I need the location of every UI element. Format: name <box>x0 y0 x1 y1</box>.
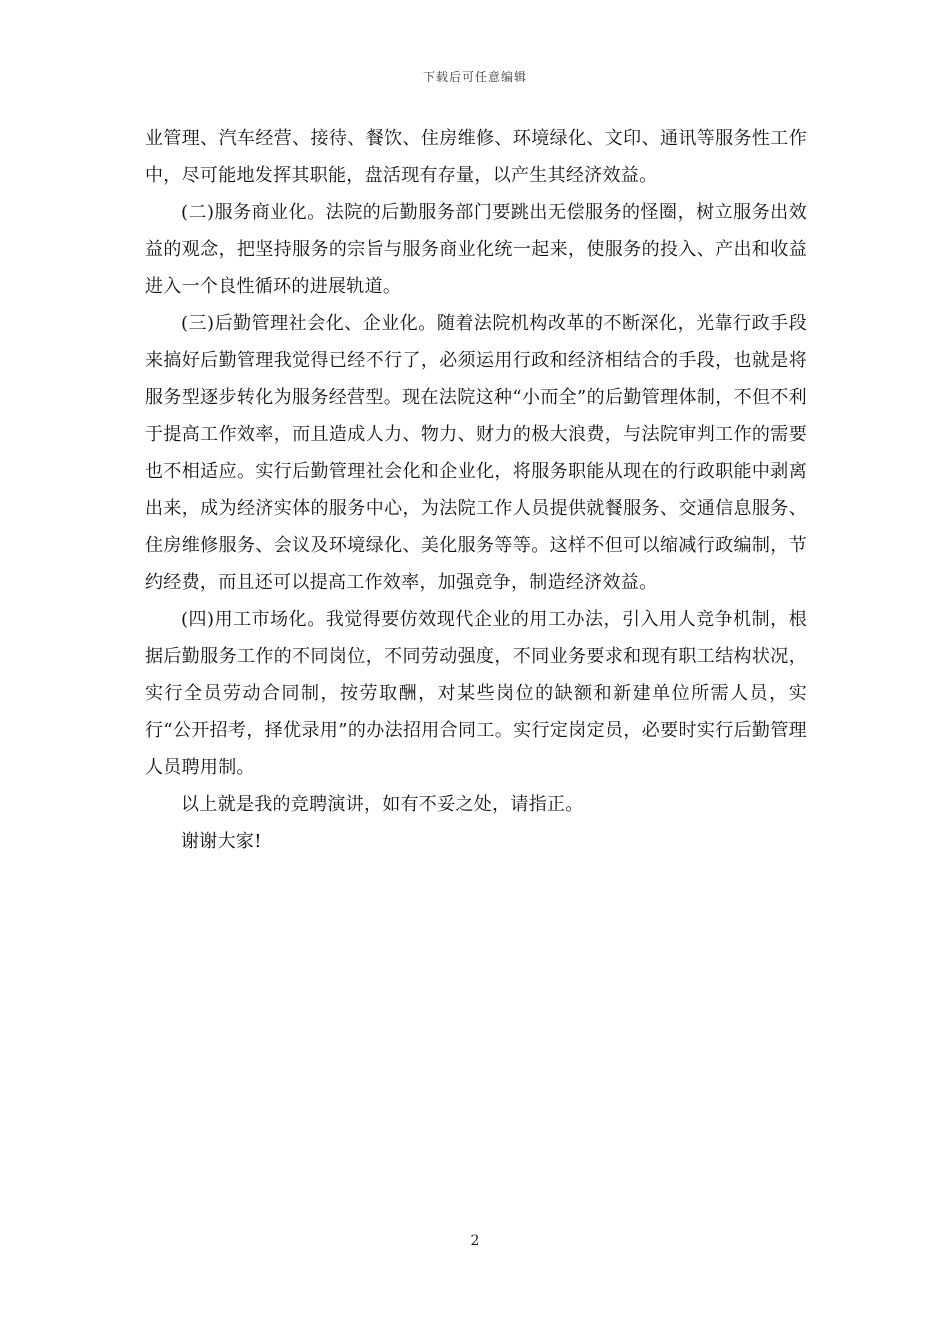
page-number: 2 <box>470 1233 480 1249</box>
document-body <box>145 120 807 860</box>
paragraph-employment-marketization: (四)用工市场化。我觉得要仿效现代企业的用工办法，引入用人竞争机制，根据后勤服务工作的不同岗位，不同劳动强度，不同业务要求和现有职工结构状况，实行全员劳动合同制，按劳取酬，对某些岗位的缺额和新建单位所需人员，实行“公开招考，择优录用”的办法招用合同工。实行定岗定员，必要时实行后勤管理人员聘用制。 <box>145 609 807 778</box>
paragraph-services-continuation: 业管理、汽车经营、接待、餐饮、住房维修、环境绿化、文印、通讯等服务性工作中，尽可能地发挥其职能，盘活现有存量，以产生其经济效益。 <box>145 128 807 186</box>
paragraph-thanks: 谢谢大家! <box>181 831 262 852</box>
page-header-note: 下载后可任意编辑 <box>422 70 527 84</box>
paragraph-closing-remark: 以上就是我的竞聘演讲，如有不妥之处，请指正。 <box>181 794 584 815</box>
paragraph-logistics-socialization: (三)后勤管理社会化、企业化。随着法院机构改革的不断深化，光靠行政手段来搞好后勤管理我觉得已经不行了，必须运用行政和经济相结合的手段，也就是将服务型逐步转化为服务经营型。现在法院这种“小而全”的后勤管理体制，不但不利于提高工作效率，而且造成人力、物力、财力的极大浪费，与法院审判工作的需要也不相适应。实行后勤管理社会化和企业化，将服务职能从现在的行政职能中剥离出来，成为经济实体的服务中心，为法院工作人员提供就餐服务、交通信息服务、住房维修服务、会议及环境绿化、美化服务等等。这样不但可以缩减行政编制，节约经费，而且还可以提高工作效率，加强竞争，制造经济效益。 <box>145 313 807 593</box>
paragraph-service-commercialization: (二)服务商业化。法院的后勤服务部门要跳出无偿服务的怪圈，树立服务出效益的观念，把坚持服务的宗旨与服务商业化统一起来，使服务的投入、产出和收益进入一个良性循环的进展轨道。 <box>145 202 807 297</box>
